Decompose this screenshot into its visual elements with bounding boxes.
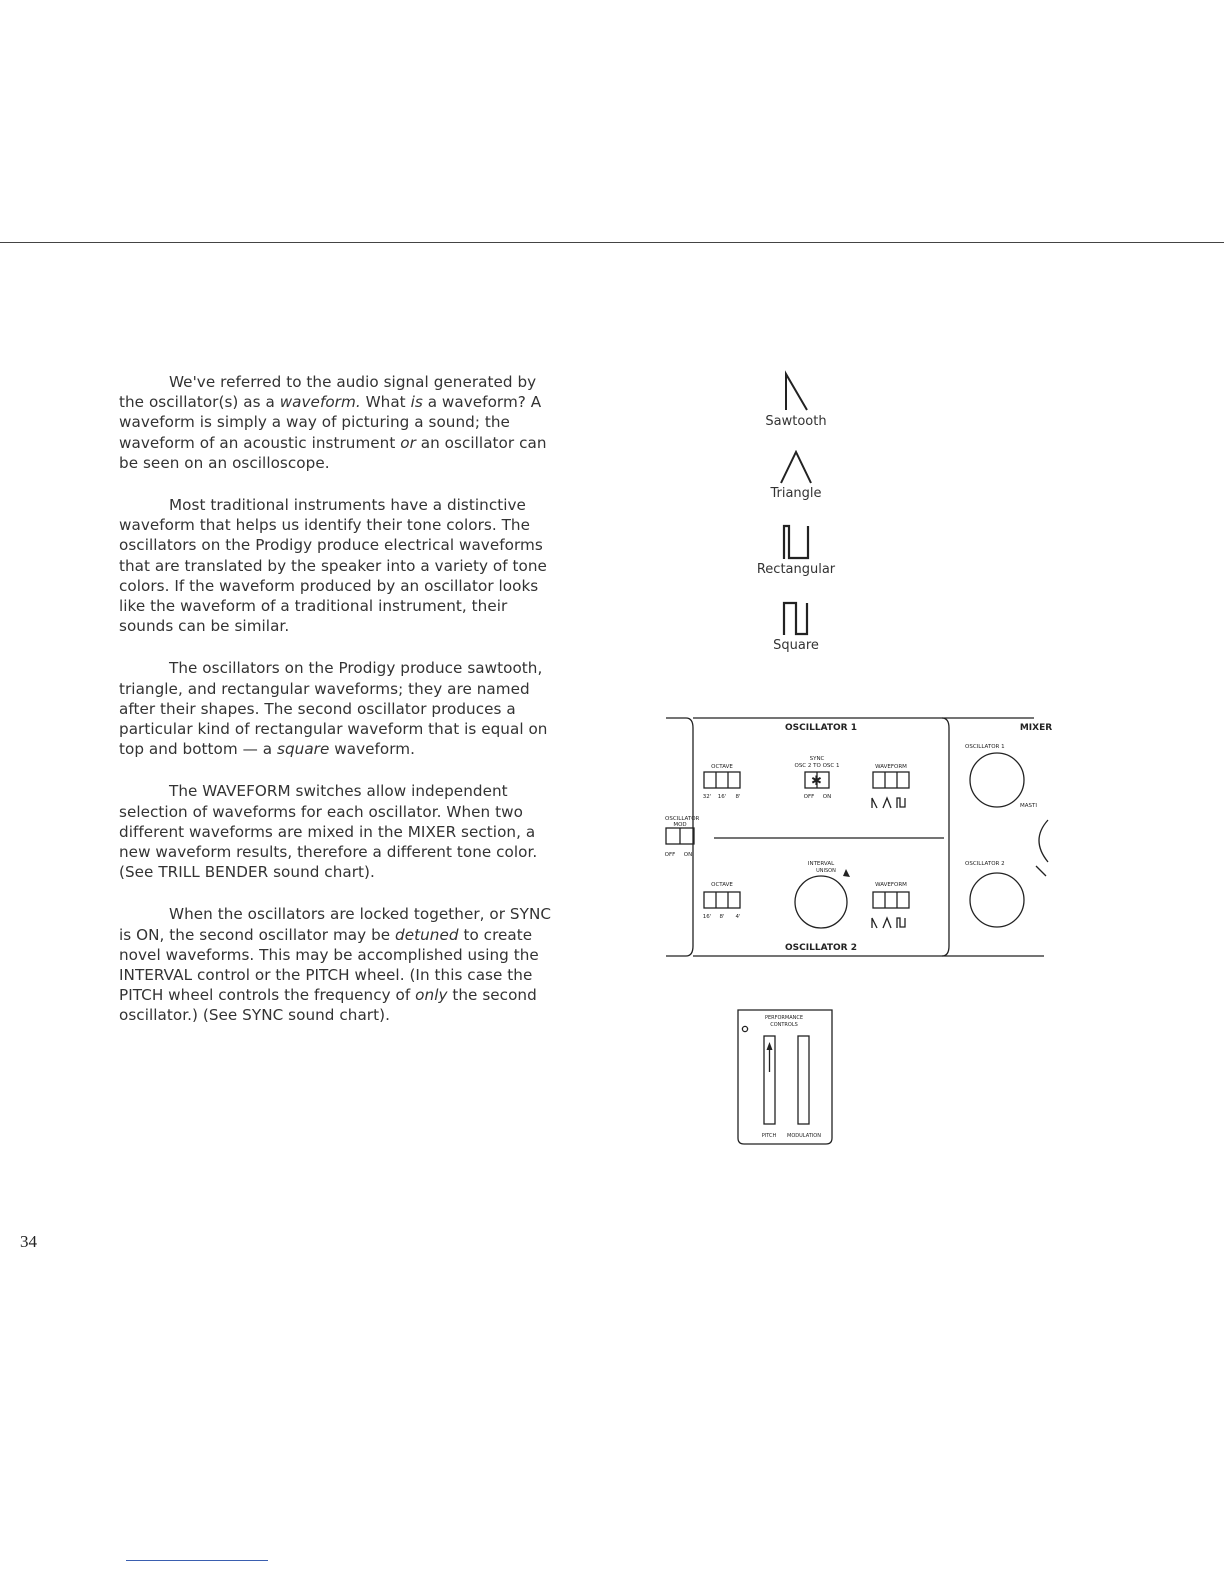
osc-mod-label: OSCILLATOR (665, 816, 700, 822)
page-number: 34 (20, 1232, 37, 1251)
paragraph-5: When the oscillators are locked together, or SYNC is ON, the second oscillator may be detuned to create novel waveforms. This may be accomplished using the INTERVAL control or the PITCH wheel. (In this case the PITCH wheel controls the frequency of only the second oscillator.) (See SYNC sound chart). (119, 905, 552, 1025)
sync-sub-label: OSC 2 TO OSC 1 (794, 763, 840, 769)
waveform-rectangular (736, 524, 856, 577)
waveform-triangle (736, 450, 856, 501)
osc1-octave-label: OCTAVE (711, 764, 733, 770)
interval-label: INTERVAL (807, 861, 835, 867)
paragraph-4: The WAVEFORM switches allow independent selection of waveforms for each oscillator. When two different waveforms are mixed in the MIXER section, a new waveform results, therefore a different tone color. (See TRILL BENDER sound chart). (119, 782, 538, 882)
performance-controls-diagram (736, 1008, 836, 1148)
waveform-label: Rectangular (756, 562, 836, 577)
performance-controls-drawing (736, 1008, 836, 1148)
osc2-octave-label: OCTAVE (711, 882, 733, 888)
mod-on-label: ON (683, 852, 693, 858)
waveform-label: Sawtooth (765, 414, 827, 429)
bottom-rule (126, 1560, 268, 1561)
sync-label: SYNC (809, 756, 825, 762)
osc-mod-sub-label: MOD (673, 822, 687, 828)
octave-tick: 4' (735, 914, 741, 920)
sync-on-label: ON (822, 794, 832, 800)
osc2-waveform-label: WAVEFORM (875, 882, 907, 888)
octave-tick: 16' (702, 914, 712, 920)
mixer-osc2-label: OSCILLATOR 2 (965, 861, 1005, 867)
perf-title-line2: CONTROLS (770, 1022, 798, 1028)
octave-tick: 8' (719, 914, 725, 920)
body-text-column (119, 372, 559, 1048)
paragraph-2: Most traditional instruments have a distinctive waveform that helps us identify their tone colors. The oscillators on the Prodigy produce electrical waveforms that are translated by the speaker into a variety of tone colors. If the waveform produced by an oscillator looks like the waveform of a traditional instrument, their sounds can be similar. (119, 496, 547, 636)
waveform-sawtooth (736, 370, 856, 429)
panel-diagram (664, 716, 1054, 976)
perf-title-line1: PERFORMANCE (764, 1015, 804, 1021)
waveform-label: Triangle (770, 486, 822, 501)
paragraph-1: We've referred to the audio signal generated by the oscillator(s) as a waveform. What is a waveform? A waveform is simply a way of picturing a sound; the waveform of an acoustic instrument or an oscillator can be seen on an oscilloscope. (119, 373, 547, 472)
modulation-label: MODULATION (787, 1133, 821, 1139)
top-rule (0, 242, 1224, 243)
master-partial-label: MASTI (1020, 803, 1037, 809)
pitch-label: PITCH (761, 1133, 777, 1139)
triangle-wave-icon (776, 450, 816, 484)
mod-off-label: OFF (664, 852, 676, 858)
waveform-label: Square (773, 638, 819, 653)
sync-off-label: OFF (803, 794, 815, 800)
octave-tick: 8' (735, 794, 741, 800)
square-wave-icon (776, 600, 816, 636)
waveform-square (736, 600, 856, 653)
octave-tick: 16' (717, 794, 727, 800)
mixer-osc1-label: OSCILLATOR 1 (965, 744, 1005, 750)
octave-tick: 32' (702, 794, 712, 800)
svg-text:✱: ✱ (811, 774, 822, 789)
unison-label: UNISON (816, 868, 836, 874)
rectangular-wave-icon (776, 524, 816, 560)
oscillator-panel-diagram (664, 716, 1054, 976)
osc1-waveform-label: WAVEFORM (875, 764, 907, 770)
mixer-title: MIXER (1019, 723, 1053, 733)
osc1-title: OSCILLATOR 1 (785, 723, 857, 733)
osc2-title: OSCILLATOR 2 (785, 943, 857, 953)
sawtooth-wave-icon (776, 370, 816, 412)
paragraph-3: The oscillators on the Prodigy produce sawtooth, triangle, and rectangular waveforms; they are named after their shapes. The second oscillator produces a particular kind of rectangular waveform that is equal on top and bottom — a square waveform. (119, 659, 548, 759)
